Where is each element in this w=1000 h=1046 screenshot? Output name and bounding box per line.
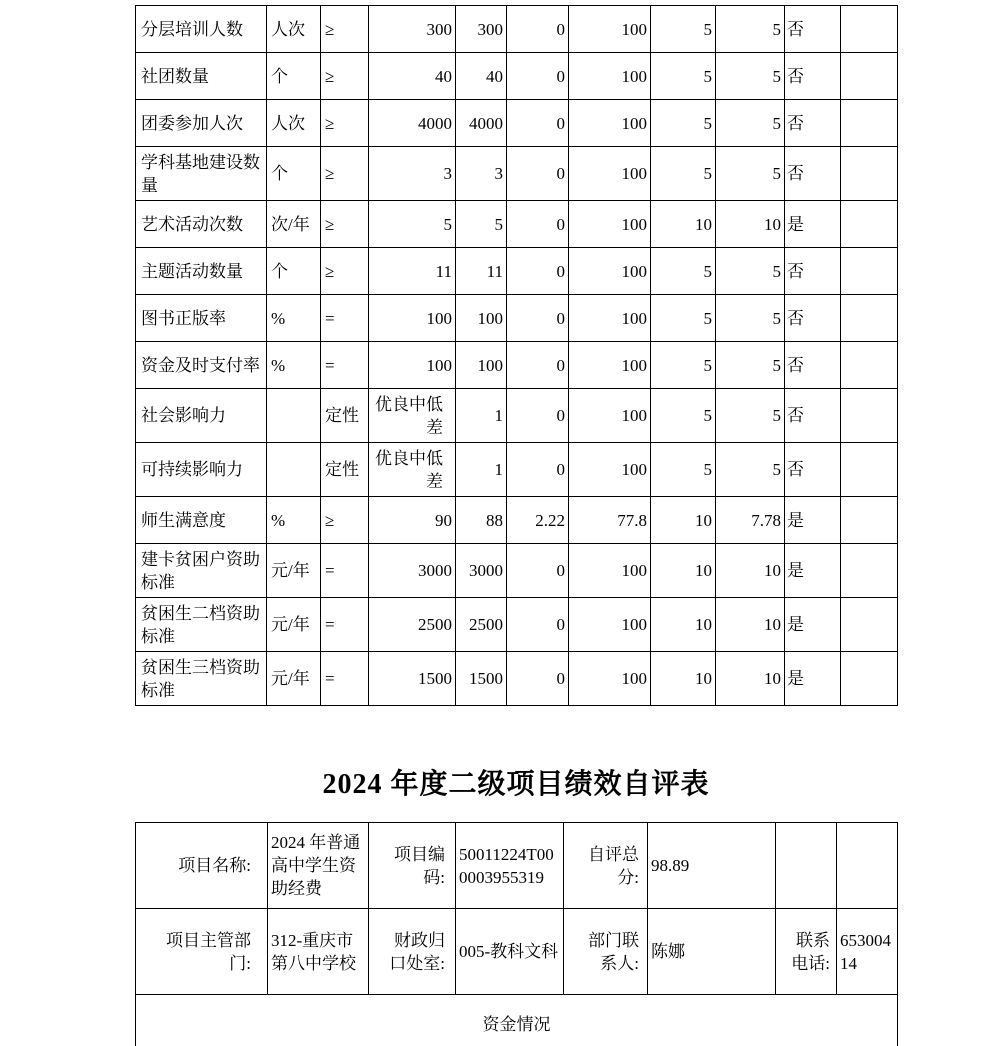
cell-operator: =	[321, 342, 369, 389]
cell-rate: 100	[569, 201, 651, 248]
cell-score: 10	[716, 598, 785, 652]
cell-weight: 5	[651, 100, 716, 147]
cell-unit	[267, 443, 321, 497]
project-name-value: 2024 年普通高中学生资助经费	[268, 823, 369, 909]
cell-deviation: 0	[507, 342, 569, 389]
cell-operator: ≥	[321, 201, 369, 248]
cell-indicator: 学科基地建设数量	[136, 147, 267, 201]
indicator-row	[136, 497, 898, 544]
cell-flag: 是	[785, 598, 841, 652]
cell-target: 4000	[369, 100, 456, 147]
cell-operator: ≥	[321, 53, 369, 100]
cell-indicator: 可持续影响力	[136, 443, 267, 497]
cell-unit: %	[267, 342, 321, 389]
cell-extra	[841, 389, 898, 443]
cell-unit: %	[267, 497, 321, 544]
cell-actual: 3000	[456, 544, 507, 598]
cell-score: 5	[716, 443, 785, 497]
cell-deviation: 0	[507, 53, 569, 100]
cell-unit	[267, 389, 321, 443]
cell-actual: 100	[456, 295, 507, 342]
cell-weight: 5	[651, 443, 716, 497]
cell-target: 40	[369, 53, 456, 100]
project-code-value: 50011224T000003955319	[456, 823, 564, 909]
cell-extra	[841, 147, 898, 201]
indicator-row	[136, 295, 898, 342]
cell-score: 5	[716, 53, 785, 100]
cell-actual: 1	[456, 443, 507, 497]
cell-score: 10	[716, 201, 785, 248]
indicator-row	[136, 544, 898, 598]
indicator-row	[136, 147, 898, 201]
cell-weight: 5	[651, 147, 716, 201]
cell-rate: 100	[569, 100, 651, 147]
cell-score: 5	[716, 389, 785, 443]
dept-label: 项目主管部门:	[136, 909, 268, 995]
contact-label: 部门联系人:	[564, 909, 648, 995]
self-score-value: 98.89	[648, 823, 776, 909]
cell-score: 5	[716, 6, 785, 53]
cell-deviation: 0	[507, 248, 569, 295]
cell-weight: 10	[651, 544, 716, 598]
cell-unit: 人次	[267, 6, 321, 53]
cell-deviation: 0	[507, 147, 569, 201]
cell-extra	[841, 342, 898, 389]
cell-score: 7.78	[716, 497, 785, 544]
cell-unit: 次/年	[267, 201, 321, 248]
project-info-table	[135, 822, 898, 1046]
indicator-row	[136, 443, 898, 497]
cell-score: 5	[716, 147, 785, 201]
office-value: 005-教科文科	[456, 909, 564, 995]
cell-target: 100	[369, 295, 456, 342]
cell-score: 5	[716, 100, 785, 147]
cell-extra	[841, 248, 898, 295]
cell-score: 5	[716, 248, 785, 295]
cell-indicator: 艺术活动次数	[136, 201, 267, 248]
indicator-table	[135, 5, 898, 706]
indicator-row	[136, 100, 898, 147]
cell-flag: 否	[785, 100, 841, 147]
cell-actual: 2500	[456, 598, 507, 652]
indicator-row	[136, 248, 898, 295]
project-row-2	[136, 909, 898, 995]
indicator-table-body	[136, 6, 898, 706]
cell-flag: 是	[785, 497, 841, 544]
cell-unit: 元/年	[267, 544, 321, 598]
cell-indicator: 图书正版率	[136, 295, 267, 342]
cell-deviation: 2.22	[507, 497, 569, 544]
cell-extra	[841, 544, 898, 598]
contact-value: 陈娜	[648, 909, 776, 995]
cell-target: 100	[369, 342, 456, 389]
cell-unit: 个	[267, 147, 321, 201]
cell-deviation: 0	[507, 100, 569, 147]
cell-operator: =	[321, 598, 369, 652]
cell-actual: 88	[456, 497, 507, 544]
cell-actual: 4000	[456, 100, 507, 147]
cell-flag: 是	[785, 652, 841, 706]
cell-indicator: 主题活动数量	[136, 248, 267, 295]
cell-indicator: 社团数量	[136, 53, 267, 100]
cell-unit: 个	[267, 248, 321, 295]
cell-indicator: 师生满意度	[136, 497, 267, 544]
cell-weight: 5	[651, 53, 716, 100]
cell-extra	[841, 53, 898, 100]
cell-flag: 否	[785, 389, 841, 443]
cell-indicator: 团委参加人次	[136, 100, 267, 147]
cell-weight: 5	[651, 342, 716, 389]
cell-rate: 100	[569, 295, 651, 342]
indicator-row	[136, 652, 898, 706]
cell-indicator: 贫困生二档资助标准	[136, 598, 267, 652]
cell-extra	[841, 497, 898, 544]
cell-weight: 5	[651, 295, 716, 342]
cell-actual: 11	[456, 248, 507, 295]
cell-extra	[841, 295, 898, 342]
cell-target: 300	[369, 6, 456, 53]
cell-unit: %	[267, 295, 321, 342]
cell-target: 优良中低差	[369, 389, 456, 443]
funding-section-row	[136, 995, 898, 1046]
cell-extra	[841, 443, 898, 497]
cell-flag: 否	[785, 248, 841, 295]
cell-score: 10	[716, 544, 785, 598]
cell-indicator: 社会影响力	[136, 389, 267, 443]
cell-deviation: 0	[507, 598, 569, 652]
cell-rate: 100	[569, 6, 651, 53]
cell-operator: =	[321, 544, 369, 598]
cell-extra	[841, 652, 898, 706]
cell-flag: 否	[785, 53, 841, 100]
cell-target: 优良中低差	[369, 443, 456, 497]
cell-deviation: 0	[507, 295, 569, 342]
cell-indicator: 资金及时支付率	[136, 342, 267, 389]
cell-rate: 100	[569, 443, 651, 497]
cell-actual: 40	[456, 53, 507, 100]
cell-deviation: 0	[507, 389, 569, 443]
cell-deviation: 0	[507, 544, 569, 598]
phone-label: 联系电话:	[776, 909, 837, 995]
cell-operator: ≥	[321, 6, 369, 53]
cell-target: 3	[369, 147, 456, 201]
blank-cell	[837, 823, 898, 909]
cell-weight: 10	[651, 497, 716, 544]
cell-unit: 个	[267, 53, 321, 100]
cell-actual: 5	[456, 201, 507, 248]
project-code-label: 项目编码:	[369, 823, 456, 909]
cell-score: 5	[716, 342, 785, 389]
cell-rate: 100	[569, 544, 651, 598]
cell-extra	[841, 201, 898, 248]
cell-target: 5	[369, 201, 456, 248]
indicator-row	[136, 342, 898, 389]
cell-extra	[841, 100, 898, 147]
project-name-label: 项目名称:	[136, 823, 268, 909]
blank-cell	[776, 823, 837, 909]
indicator-row	[136, 389, 898, 443]
cell-weight: 10	[651, 652, 716, 706]
cell-target: 11	[369, 248, 456, 295]
cell-flag: 否	[785, 342, 841, 389]
cell-rate: 100	[569, 652, 651, 706]
cell-score: 10	[716, 652, 785, 706]
cell-rate: 100	[569, 53, 651, 100]
cell-rate: 100	[569, 248, 651, 295]
cell-actual: 300	[456, 6, 507, 53]
funding-section-title: 资金情况	[136, 995, 898, 1046]
cell-operator: 定性	[321, 389, 369, 443]
indicator-row	[136, 201, 898, 248]
cell-flag: 是	[785, 544, 841, 598]
cell-unit: 元/年	[267, 652, 321, 706]
cell-operator: ≥	[321, 100, 369, 147]
dept-value: 312-重庆市第八中学校	[268, 909, 369, 995]
cell-rate: 100	[569, 389, 651, 443]
cell-operator: ≥	[321, 147, 369, 201]
cell-operator: ≥	[321, 248, 369, 295]
cell-weight: 5	[651, 248, 716, 295]
indicator-row	[136, 6, 898, 53]
indicator-row	[136, 598, 898, 652]
cell-weight: 5	[651, 389, 716, 443]
cell-indicator: 分层培训人数	[136, 6, 267, 53]
cell-actual: 1	[456, 389, 507, 443]
cell-deviation: 0	[507, 201, 569, 248]
cell-operator: 定性	[321, 443, 369, 497]
cell-indicator: 建卡贫困户资助标准	[136, 544, 267, 598]
cell-operator: =	[321, 295, 369, 342]
cell-rate: 77.8	[569, 497, 651, 544]
cell-flag: 否	[785, 147, 841, 201]
self-score-label: 自评总分:	[564, 823, 648, 909]
cell-unit: 人次	[267, 100, 321, 147]
cell-actual: 3	[456, 147, 507, 201]
cell-target: 3000	[369, 544, 456, 598]
phone-value: 65300414	[837, 909, 898, 995]
cell-flag: 否	[785, 443, 841, 497]
cell-target: 2500	[369, 598, 456, 652]
cell-deviation: 0	[507, 652, 569, 706]
cell-extra	[841, 6, 898, 53]
cell-target: 90	[369, 497, 456, 544]
cell-rate: 100	[569, 147, 651, 201]
cell-indicator: 贫困生三档资助标准	[136, 652, 267, 706]
cell-actual: 1500	[456, 652, 507, 706]
cell-weight: 5	[651, 6, 716, 53]
cell-target: 1500	[369, 652, 456, 706]
cell-deviation: 0	[507, 6, 569, 53]
cell-operator: =	[321, 652, 369, 706]
cell-flag: 是	[785, 201, 841, 248]
indicator-row	[136, 53, 898, 100]
cell-unit: 元/年	[267, 598, 321, 652]
cell-weight: 10	[651, 598, 716, 652]
cell-rate: 100	[569, 342, 651, 389]
office-label: 财政归口处室:	[369, 909, 456, 995]
cell-operator: ≥	[321, 497, 369, 544]
cell-flag: 否	[785, 6, 841, 53]
cell-score: 5	[716, 295, 785, 342]
cell-rate: 100	[569, 598, 651, 652]
cell-flag: 否	[785, 295, 841, 342]
cell-extra	[841, 598, 898, 652]
cell-deviation: 0	[507, 443, 569, 497]
cell-actual: 100	[456, 342, 507, 389]
page-title: 2024 年度二级项目绩效自评表	[322, 769, 710, 800]
project-row-1	[136, 823, 898, 909]
cell-weight: 10	[651, 201, 716, 248]
